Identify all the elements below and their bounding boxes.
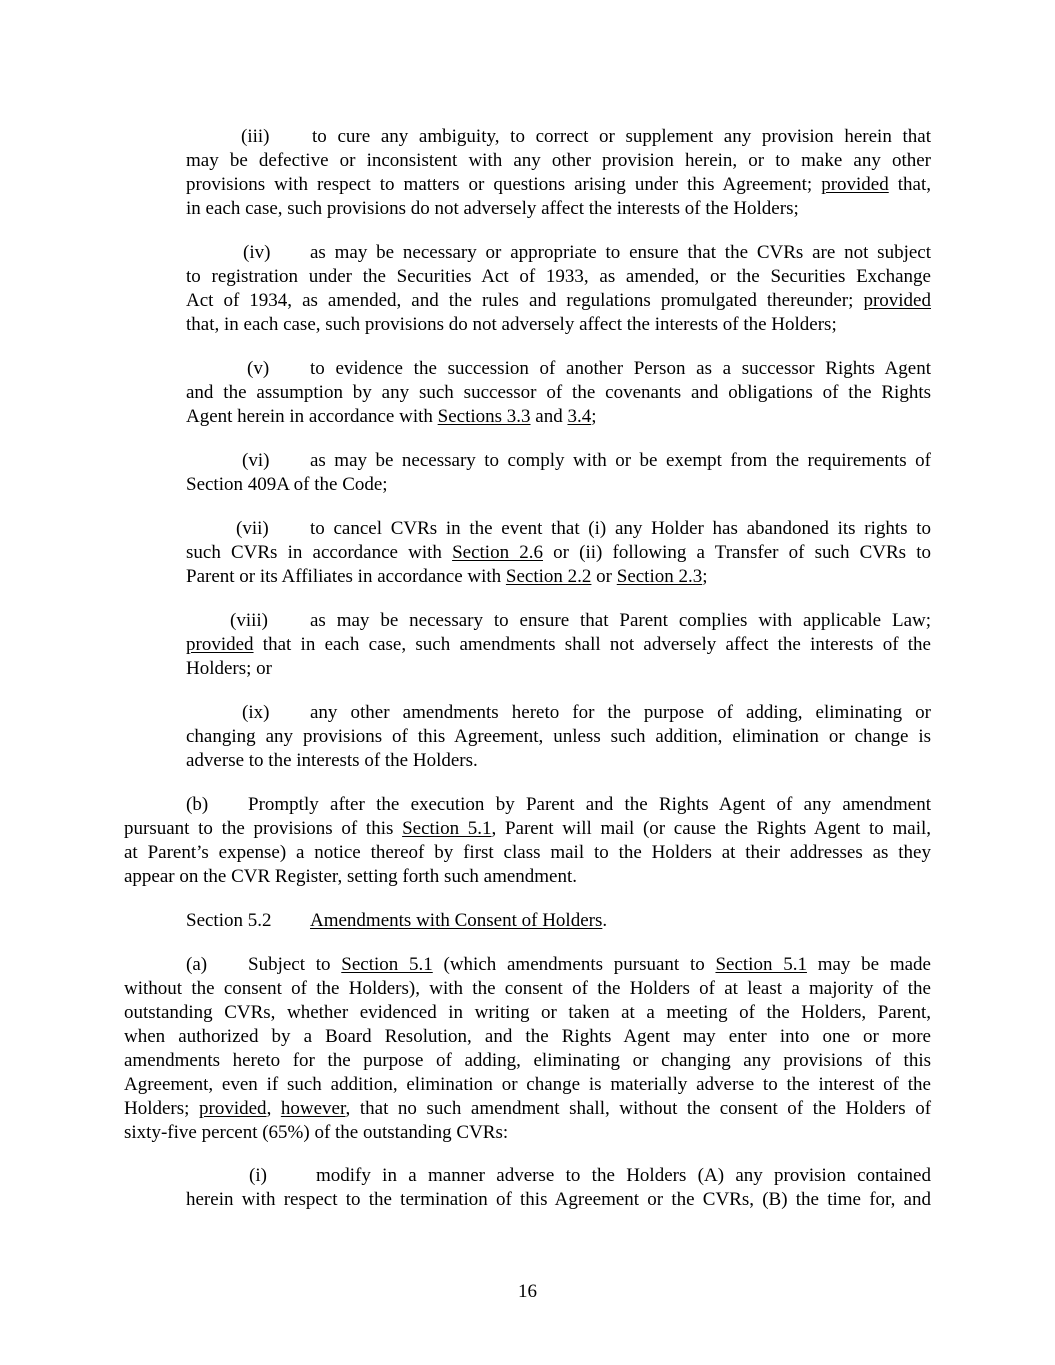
clause-i-line-1: (i) modify in a manner adverse to the Holders (A) any provision contained: [186, 1164, 931, 1188]
section-ref-link: Section 2.6: [452, 542, 543, 563]
section-ref-link: Section 5.1: [341, 954, 433, 975]
section-ref-link: Sections 3.3: [437, 406, 531, 427]
clause-viii-label: (viii): [230, 610, 268, 631]
clause-iv-label: (iv): [243, 242, 271, 263]
clause-b-label: (b): [186, 794, 209, 815]
clause-ix-label: (ix): [242, 702, 270, 723]
clause-viii-line-2: provided that in each case, such amendments shall not adversely affect the interests of the: [186, 634, 931, 655]
clause-iii-line-3: provisions with respect to matters or questions arising under this Agreement; provided that,: [186, 174, 931, 195]
clause-a-line-5: amendments hereto for the purpose of adding, eliminating or changing any provisions of this: [124, 1050, 931, 1071]
clause-iv-line-3: Act of 1934, as amended, and the rules and regulations promulgated thereunder; provided: [186, 290, 931, 311]
page-number: 16: [518, 1281, 537, 1302]
clause-a-label: (a): [186, 954, 208, 975]
section-5-2-heading: Section 5.2 Amendments with Consent of Holders.: [186, 910, 608, 931]
provided-term: provided: [186, 634, 254, 655]
clause-vi: [186, 449, 931, 497]
section-title: Amendments with Consent of Holders: [310, 910, 603, 931]
clause-i: [186, 1164, 931, 1212]
clause-iii-line-4: in each case, such provisions do not adversely affect the interests of the Holders;: [186, 198, 799, 219]
clause-vii-line-3: Parent or its Affiliates in accordance with Section 2.2 or Section 2.3;: [186, 566, 708, 587]
clause-vii-label: (vii): [236, 518, 269, 539]
clause-ix: [186, 701, 931, 773]
clause-iii: [186, 125, 931, 221]
clause-iii-label: (iii): [241, 126, 270, 147]
provided-term: provided: [821, 174, 889, 195]
clause-ix-line-2: changing any provisions of this Agreement, unless such addition, elimination or change is: [186, 726, 931, 747]
clause-v-line-3: Agent herein in accordance with Sections 3.3 and 3.4;: [186, 406, 597, 427]
clause-iii-line-1: (iii) to cure any ambiguity, to correct or supplement any provision herein that: [186, 125, 931, 149]
clause-vi-line-1: (vi) as may be necessary to comply with or be exempt from the requirements of: [186, 449, 931, 473]
clause-viii: [186, 609, 931, 681]
clause-a-line-3: outstanding CVRs, whether evidenced in writing or taken at a meeting of the Holders, Parent,: [124, 1002, 931, 1023]
clause-ix-line-1: (ix) any other amendments hereto for the purpose of adding, eliminating or: [186, 701, 931, 725]
clause-iv-line-1: (iv) as may be necessary or appropriate to ensure that the CVRs are not subject: [186, 241, 931, 265]
clause-iv-line-2: to registration under the Securities Act of 1933, as amended, or the Securities Exchange: [186, 266, 931, 287]
clause-v-line-2: and the assumption by any such successor of the covenants and obligations of the Rights: [186, 382, 931, 403]
clause-vi-label: (vi): [242, 450, 270, 471]
clause-b-line-4: appear on the CVR Register, setting forth such amendment.: [124, 866, 578, 887]
clause-a-line-6: Agreement, even if such addition, elimination or change is materially adverse to the interest of the: [124, 1074, 931, 1095]
section-ref-link: Section 2.2: [505, 566, 592, 587]
section-number: Section 5.2: [186, 910, 272, 931]
clause-vii: [186, 517, 931, 589]
section-ref-link: Section 5.1: [402, 818, 492, 839]
provided-term: provided: [199, 1098, 267, 1119]
clause-b-line-3: at Parent’s expense) a notice thereof by first class mail to the Holders at their addresses as they: [124, 842, 931, 863]
clause-iii-line-2: may be defective or inconsistent with any other provision herein, or to make any other: [186, 150, 931, 171]
clause-vii-line-1: (vii) to cancel CVRs in the event that (i) any Holder has abandoned its rights to: [186, 517, 931, 541]
clause-a-line-1: (a) Subject to Section 5.1 (which amendments pursuant to Section 5.1 may be made: [124, 953, 931, 977]
clause-v-line-1: (v) to evidence the succession of another Person as a successor Rights Agent: [186, 357, 931, 381]
clause-b-line-1: (b) Promptly after the execution by Parent and the Rights Agent of any amendment: [124, 793, 931, 817]
clause-vi-line-2: Section 409A of the Code;: [186, 474, 388, 495]
clause-viii-line-1: (viii) as may be necessary to ensure that Parent complies with applicable Law;: [186, 609, 931, 633]
section-ref-link: 3.4: [567, 406, 592, 427]
clause-a-line-7: Holders; provided, however, that no such amendment shall, without the consent of the Holders of: [124, 1098, 932, 1119]
section-ref-link: Section 2.3: [616, 566, 703, 587]
clause-viii-line-3: Holders; or: [186, 658, 273, 679]
clause-iv: [186, 241, 931, 337]
section-ref-link: Section 5.1: [715, 954, 807, 975]
however-term: however: [280, 1098, 346, 1119]
clause-a: [124, 953, 931, 1145]
clause-a-line-4: when authorized by a Board Resolution, and the Rights Agent may enter into one or more: [124, 1026, 931, 1047]
clause-i-label: (i): [249, 1165, 267, 1186]
clause-v: [186, 357, 931, 429]
provided-term: provided: [863, 290, 931, 311]
clause-b: [124, 793, 931, 889]
clause-i-line-2: herein with respect to the termination of this Agreement or the CVRs, (B) the time for, and: [186, 1189, 931, 1210]
clause-a-line-2: without the consent of the Holders), with the consent of the Holders of at least a majority of the: [124, 978, 931, 999]
clause-vii-line-2: such CVRs in accordance with Section 2.6 or (ii) following a Transfer of such CVRs to: [186, 542, 931, 563]
clause-b-line-2: pursuant to the provisions of this Section 5.1, Parent will mail (or cause the Rights Agent to mail,: [124, 818, 932, 839]
clause-a-line-8: sixty-five percent (65%) of the outstanding CVRs:: [124, 1122, 509, 1143]
clause-ix-line-3: adverse to the interests of the Holders.: [186, 750, 478, 771]
clause-iv-line-4: that, in each case, such provisions do not adversely affect the interests of the Holders;: [186, 314, 837, 335]
clause-v-label: (v): [247, 358, 270, 379]
